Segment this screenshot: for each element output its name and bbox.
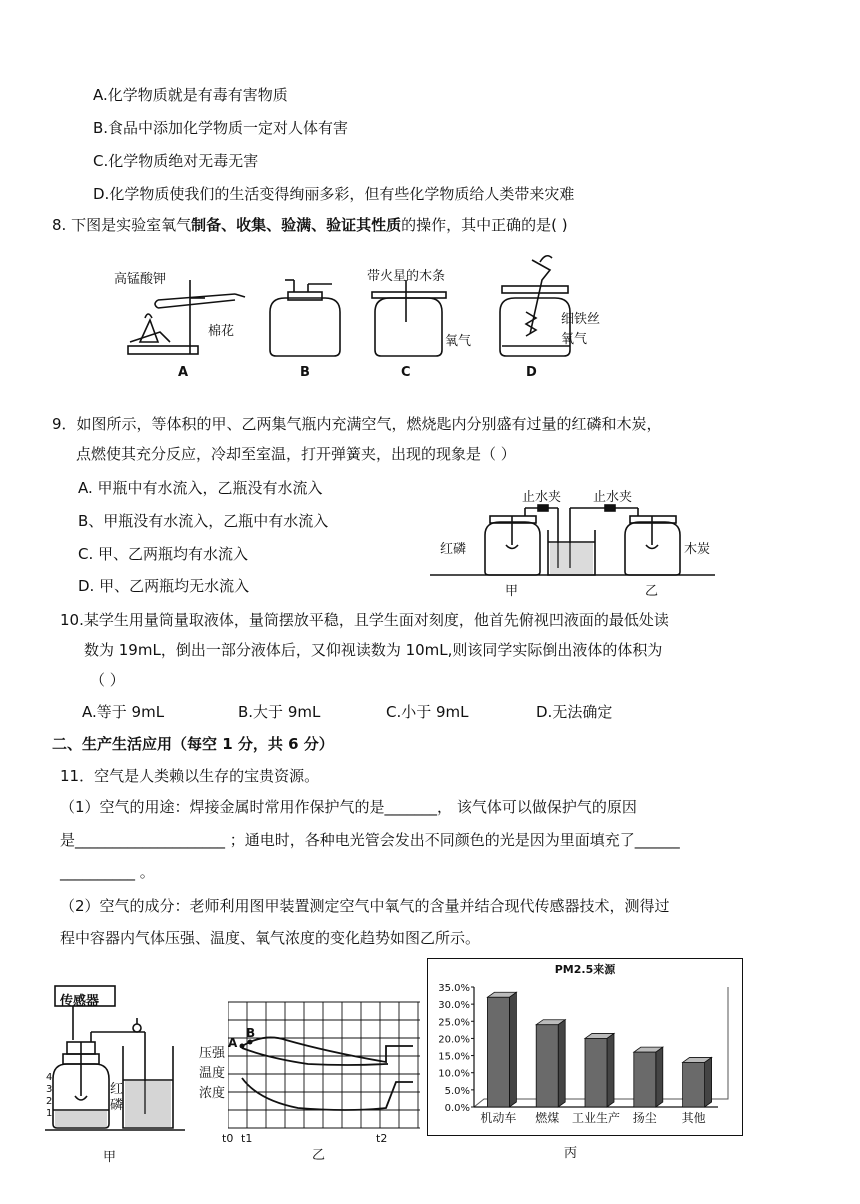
fig-jia-caption: 甲	[103, 1150, 117, 1165]
q9-line1: 9．如图所示，等体积的甲、乙两集气瓶内充满空气，燃烧匙内分别盛有过量的红磷和木炭，	[52, 415, 662, 433]
chart-bar	[634, 1052, 656, 1107]
q9-option-c: C. 甲、乙两瓶均有水流入	[78, 545, 249, 563]
fig-yi-caption: 乙	[312, 1148, 326, 1163]
q9-label-yi: 乙	[645, 584, 659, 599]
fig-jia-sensor-label: 传感器	[60, 994, 100, 1009]
chart-category-label: 其他	[681, 1111, 706, 1125]
q7-option-b: B.食品中添加化学物质一定对人体有害	[93, 119, 349, 137]
q8-label-c-gas: 氧气	[445, 334, 472, 349]
q11-p2-line2: 程中容器内气体压强、温度、氧气浓度的变化趋势如图乙所示。	[60, 929, 481, 947]
q8-label-d: D	[526, 365, 537, 380]
q7-option-a: A.化学物质就是有毒有害物质	[93, 86, 288, 104]
q8-stem-pre: 8. 下图是实验室氧气	[52, 216, 192, 234]
q8-label-c: C	[401, 365, 411, 380]
fig-jia-tick-3: 3	[46, 1084, 53, 1095]
chart-ytick-label: 20.0%	[438, 1034, 470, 1046]
fig-yi-label-a: A	[228, 1036, 238, 1050]
q10-line1: 10.某学生用量筒量取液体，量筒摆放平稳，且学生面对刻度，他首先俯视凹液面的最低处读	[60, 611, 669, 629]
chart-bar	[585, 1038, 607, 1107]
q7-option-d: D.化学物质使我们的生活变得绚丽多彩，但有些化学物质给人类带来灾难	[93, 185, 575, 203]
q11-intro: 11．空气是人类赖以生存的宝贵资源。	[60, 767, 320, 785]
chart-category-label: 扬尘	[632, 1111, 657, 1125]
section2-title: 二、生产生活应用（每空 1 分，共 6 分）	[52, 735, 334, 753]
chart-ytick-label: 15.0%	[438, 1051, 470, 1063]
chart-ytick-label: 5.0%	[444, 1085, 470, 1097]
q10-line2: 数为 19mL，倒出一部分液体后，又仰视读数为 10mL,则该同学实际倒出液体的体积为	[84, 641, 663, 659]
fig-yi-t0: t0	[222, 1132, 234, 1145]
q8-label-reagent: 高锰酸钾	[114, 272, 167, 287]
q8-stem	[52, 215, 568, 235]
q8-stem-post: 的操作，其中正确的是( )	[401, 216, 568, 234]
q9-option-b: B、甲瓶没有水流入，乙瓶中有水流入	[78, 512, 329, 530]
q10-option-a: A.等于 9mL	[82, 703, 165, 721]
chart-bar-side	[705, 1057, 712, 1107]
q9-apparatus-figure	[430, 490, 720, 590]
q7-option-c: C.化学物质绝对无毒无害	[93, 152, 259, 170]
fig-yi-y-pressure: 压强	[199, 1046, 226, 1061]
q9-line2: 点燃使其充分反应，冷却至室温，打开弹簧夹，出现的现象是（ ）	[76, 445, 516, 463]
chart-ytick-label: 10.0%	[438, 1068, 470, 1080]
fig-yi-label-b: B	[246, 1026, 256, 1040]
chart-bar	[487, 997, 509, 1107]
q8-label-b: B	[300, 365, 310, 380]
pm25-chart-plot	[428, 979, 740, 1131]
chart-bar	[536, 1025, 558, 1107]
q10-line3: （ ）	[90, 671, 125, 689]
chart-bar-side	[558, 1020, 565, 1107]
q9-label-phosphorus: 红磷	[440, 542, 467, 557]
chart-ytick-label: 30.0%	[438, 1000, 470, 1012]
q8-label-a: A	[178, 365, 189, 380]
chart-ytick-label: 0.0%	[444, 1103, 470, 1114]
fig-bing-caption: 丙	[564, 1146, 578, 1161]
chart-bar-side	[509, 992, 516, 1107]
q8-label-cotton: 棉花	[208, 324, 235, 339]
fig-jia-phosphorus-label: 红磷	[110, 1082, 124, 1113]
q9-option-a: A. 甲瓶中有水流入，乙瓶没有水流入	[78, 479, 323, 497]
q9-option-d: D. 甲、乙两瓶均无水流入	[78, 577, 250, 595]
fig-jia-tick-2: 2	[46, 1096, 53, 1107]
q8-label-splint: 带火星的木条	[367, 269, 446, 284]
chart-bar-side	[656, 1047, 663, 1107]
fig-jia-tick-1: 1	[46, 1108, 53, 1119]
chart-bar-side	[607, 1033, 614, 1107]
q11-p1-line1: （1）空气的用途：焊接金属时常用作保护气的是_______， 该气体可以做保护气的原因	[60, 798, 637, 816]
chart-ytick-label: 35.0%	[438, 983, 470, 994]
q9-label-clip-left: 止水夹	[522, 490, 562, 505]
chart-category-label: 机动车	[480, 1111, 517, 1125]
chart-category-label: 工业生产	[571, 1111, 621, 1125]
q8-label-wire: 细铁丝	[561, 312, 601, 327]
q8-label-d-gas: 氧气	[561, 332, 588, 347]
q11-p1-line3: __________ 。	[60, 863, 155, 881]
chart-ytick-label: 25.0%	[438, 1017, 470, 1029]
q9-label-charcoal: 木炭	[684, 542, 711, 557]
fig-jia-tick-4: 4	[46, 1072, 53, 1083]
chart-category-label: 燃煤	[535, 1111, 560, 1125]
chart-title: PM2.5来源	[554, 963, 616, 976]
q9-label-clip-right: 止水夹	[593, 490, 633, 505]
fig-yi-t1: t1	[241, 1132, 253, 1145]
chart-bar	[683, 1062, 705, 1107]
q10-option-b: B.大于 9mL	[238, 703, 321, 721]
fig-yi-y-temp: 温度	[199, 1066, 226, 1081]
q11-p1-line2: 是____________________ ；通电时，各种电光管会发出不同颜色的光是因为里面填充了______	[60, 831, 680, 849]
fig-yi-t2: t2	[376, 1132, 388, 1145]
q11-p2-line1: （2）空气的成分：老师利用图甲装置测定空气中氧气的含量并结合现代传感器技术，测得过	[60, 897, 670, 915]
pm25-chart	[427, 958, 743, 1136]
q10-option-c: C.小于 9mL	[386, 703, 469, 721]
fig-yi	[228, 1000, 428, 1140]
fig-yi-y-conc: 浓度	[199, 1086, 226, 1101]
q8-stem-bold: 制备、收集、验满、验证其性质	[191, 216, 402, 234]
q10-option-d: D.无法确定	[536, 703, 613, 721]
q9-label-jia: 甲	[505, 584, 519, 599]
